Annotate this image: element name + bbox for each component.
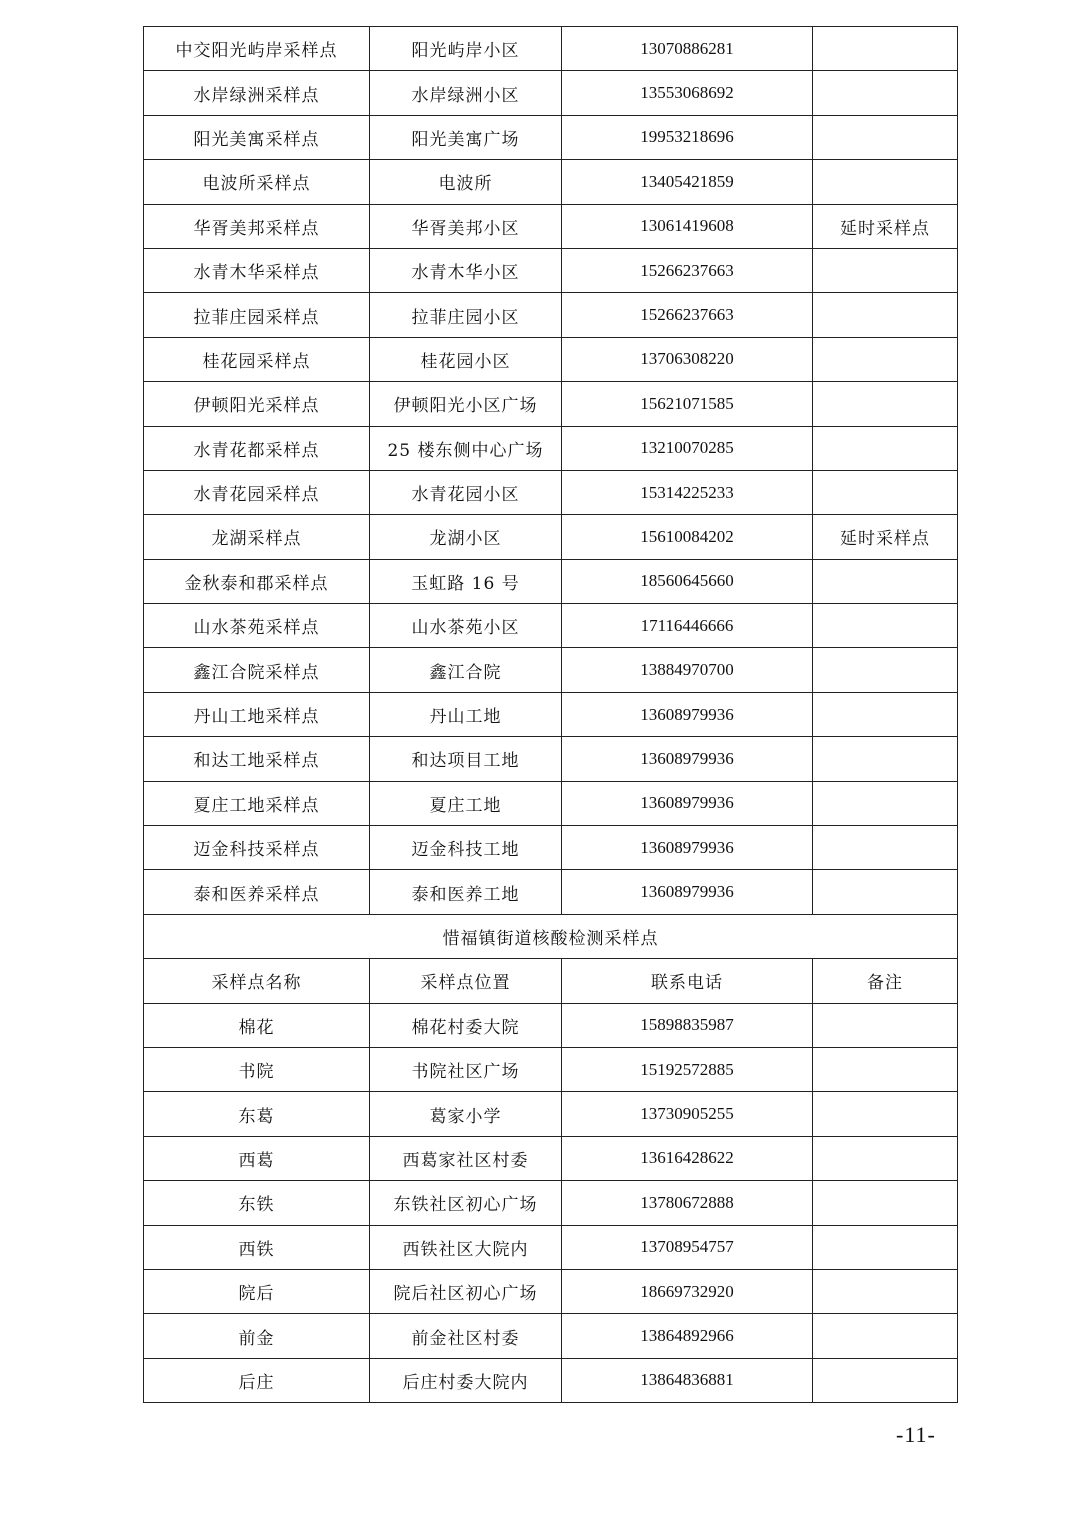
cell-note: [813, 781, 958, 825]
cell-note: [813, 1314, 958, 1358]
table1-body: [144, 27, 958, 915]
cell-location: 龙湖小区: [370, 515, 562, 559]
header-phone: 联系电话: [562, 959, 813, 1003]
cell-phone: 15192572885: [562, 1047, 813, 1091]
cell-phone: 13708954757: [562, 1225, 813, 1269]
cell-phone: 15314225233: [562, 470, 813, 514]
cell-note: [813, 27, 958, 71]
header-note: 备注: [813, 959, 958, 1003]
cell-name: 水岸绿洲采样点: [144, 71, 370, 115]
cell-name: 鑫江合院采样点: [144, 648, 370, 692]
cell-location: 和达项目工地: [370, 737, 562, 781]
cell-location: 西铁社区大院内: [370, 1225, 562, 1269]
table-row: [144, 515, 958, 559]
cell-name: 西葛: [144, 1136, 370, 1180]
cell-note: [813, 293, 958, 337]
cell-name: 中交阳光屿岸采样点: [144, 27, 370, 71]
cell-name: 金秋泰和郡采样点: [144, 559, 370, 603]
cell-name: 丹山工地采样点: [144, 692, 370, 736]
cell-name: 后庄: [144, 1358, 370, 1402]
cell-note: [813, 71, 958, 115]
cell-note: [813, 692, 958, 736]
table-row: [144, 1225, 958, 1269]
cell-name: 迈金科技采样点: [144, 826, 370, 870]
cell-note: [813, 1181, 958, 1225]
cell-name: 东铁: [144, 1181, 370, 1225]
cell-name: 书院: [144, 1047, 370, 1091]
cell-phone: 13061419608: [562, 204, 813, 248]
cell-note: [813, 648, 958, 692]
cell-phone: 13405421859: [562, 160, 813, 204]
cell-name: 院后: [144, 1269, 370, 1313]
cell-location: 葛家小学: [370, 1092, 562, 1136]
cell-phone: 19953218696: [562, 115, 813, 159]
section2-title-body: [144, 914, 958, 1003]
sampling-points-table: [143, 26, 958, 1403]
cell-note: [813, 1003, 958, 1047]
table-row: [144, 1181, 958, 1225]
table-row: [144, 781, 958, 825]
table-row: [144, 1003, 958, 1047]
table-row: [144, 1047, 958, 1091]
cell-location: 伊顿阳光小区广场: [370, 382, 562, 426]
cell-note: 延时采样点: [813, 515, 958, 559]
cell-note: [813, 604, 958, 648]
cell-phone: 13608979936: [562, 826, 813, 870]
cell-name: 阳光美寓采样点: [144, 115, 370, 159]
cell-location: 泰和医养工地: [370, 870, 562, 914]
cell-phone: 13070886281: [562, 27, 813, 71]
cell-phone: 13608979936: [562, 737, 813, 781]
table2-body: [144, 1003, 958, 1403]
cell-phone: 18669732920: [562, 1269, 813, 1313]
table-row: [144, 737, 958, 781]
cell-phone: 13616428622: [562, 1136, 813, 1180]
table-row: [144, 1358, 958, 1402]
cell-note: [813, 470, 958, 514]
cell-name: 棉花: [144, 1003, 370, 1047]
cell-name: 泰和医养采样点: [144, 870, 370, 914]
cell-note: [813, 382, 958, 426]
cell-name: 电波所采样点: [144, 160, 370, 204]
cell-name: 西铁: [144, 1225, 370, 1269]
cell-note: [813, 1136, 958, 1180]
cell-note: [813, 1358, 958, 1402]
cell-location: 后庄村委大院内: [370, 1358, 562, 1402]
cell-name: 东葛: [144, 1092, 370, 1136]
section-title: 惜福镇街道核酸检测采样点: [144, 914, 958, 958]
cell-name: 水青花园采样点: [144, 470, 370, 514]
cell-location: 东铁社区初心广场: [370, 1181, 562, 1225]
cell-note: [813, 248, 958, 292]
cell-location: 玉虹路 16 号: [370, 559, 562, 603]
cell-name: 和达工地采样点: [144, 737, 370, 781]
cell-phone: 13608979936: [562, 781, 813, 825]
cell-phone: 13608979936: [562, 870, 813, 914]
cell-location: 拉菲庄园小区: [370, 293, 562, 337]
cell-phone: 13864836881: [562, 1358, 813, 1402]
cell-phone: 15610084202: [562, 515, 813, 559]
cell-note: [813, 1269, 958, 1313]
cell-location: 25 楼东侧中心广场: [370, 426, 562, 470]
cell-phone: 13730905255: [562, 1092, 813, 1136]
table-row: [144, 382, 958, 426]
cell-note: [813, 337, 958, 381]
cell-location: 水岸绿洲小区: [370, 71, 562, 115]
cell-phone: 15898835987: [562, 1003, 813, 1047]
cell-location: 丹山工地: [370, 692, 562, 736]
table-row: [144, 1314, 958, 1358]
cell-name: 夏庄工地采样点: [144, 781, 370, 825]
table-row: [144, 204, 958, 248]
cell-location: 水青木华小区: [370, 248, 562, 292]
cell-phone: 13706308220: [562, 337, 813, 381]
cell-name: 伊顿阳光采样点: [144, 382, 370, 426]
cell-phone: 15266237663: [562, 248, 813, 292]
cell-name: 龙湖采样点: [144, 515, 370, 559]
section-title-row: [144, 914, 958, 958]
cell-phone: 13884970700: [562, 648, 813, 692]
table-row: [144, 648, 958, 692]
cell-location: 鑫江合院: [370, 648, 562, 692]
cell-phone: 13608979936: [562, 692, 813, 736]
cell-name: 桂花园采样点: [144, 337, 370, 381]
table-row: [144, 604, 958, 648]
header-name: 采样点名称: [144, 959, 370, 1003]
header-row: [144, 959, 958, 1003]
cell-location: 前金社区村委: [370, 1314, 562, 1358]
cell-note: [813, 426, 958, 470]
cell-location: 棉花村委大院: [370, 1003, 562, 1047]
cell-note: [813, 1225, 958, 1269]
page-number: -11-: [896, 1422, 936, 1447]
cell-note: [813, 870, 958, 914]
table-row: [144, 27, 958, 71]
table-row: [144, 71, 958, 115]
cell-location: 书院社区广场: [370, 1047, 562, 1091]
cell-phone: 15266237663: [562, 293, 813, 337]
cell-location: 桂花园小区: [370, 337, 562, 381]
cell-phone: 13864892966: [562, 1314, 813, 1358]
cell-note: [813, 115, 958, 159]
cell-location: 阳光屿岸小区: [370, 27, 562, 71]
cell-name: 拉菲庄园采样点: [144, 293, 370, 337]
cell-phone: 18560645660: [562, 559, 813, 603]
cell-note: 延时采样点: [813, 204, 958, 248]
table-row: [144, 1269, 958, 1313]
table-row: [144, 160, 958, 204]
cell-note: [813, 826, 958, 870]
cell-location: 水青花园小区: [370, 470, 562, 514]
cell-phone: 15621071585: [562, 382, 813, 426]
cell-note: [813, 1047, 958, 1091]
table-row: [144, 426, 958, 470]
table-row: [144, 293, 958, 337]
header-location: 采样点位置: [370, 959, 562, 1003]
cell-location: 电波所: [370, 160, 562, 204]
table-row: [144, 470, 958, 514]
cell-phone: 13553068692: [562, 71, 813, 115]
cell-location: 迈金科技工地: [370, 826, 562, 870]
cell-phone: 13780672888: [562, 1181, 813, 1225]
table-row: [144, 115, 958, 159]
cell-name: 水青木华采样点: [144, 248, 370, 292]
cell-location: 院后社区初心广场: [370, 1269, 562, 1313]
cell-location: 阳光美寓广场: [370, 115, 562, 159]
table-row: [144, 248, 958, 292]
table-row: [144, 692, 958, 736]
cell-name: 前金: [144, 1314, 370, 1358]
cell-note: [813, 160, 958, 204]
table-row: [144, 826, 958, 870]
table-row: [144, 870, 958, 914]
cell-location: 华胥美邦小区: [370, 204, 562, 248]
cell-location: 山水茶苑小区: [370, 604, 562, 648]
cell-name: 华胥美邦采样点: [144, 204, 370, 248]
cell-note: [813, 737, 958, 781]
cell-phone: 13210070285: [562, 426, 813, 470]
cell-name: 水青花都采样点: [144, 426, 370, 470]
cell-name: 山水茶苑采样点: [144, 604, 370, 648]
cell-note: [813, 559, 958, 603]
table-row: [144, 1092, 958, 1136]
cell-location: 夏庄工地: [370, 781, 562, 825]
cell-note: [813, 1092, 958, 1136]
cell-location: 西葛家社区村委: [370, 1136, 562, 1180]
table-row: [144, 337, 958, 381]
table-row: [144, 559, 958, 603]
table-row: [144, 1136, 958, 1180]
cell-phone: 17116446666: [562, 604, 813, 648]
